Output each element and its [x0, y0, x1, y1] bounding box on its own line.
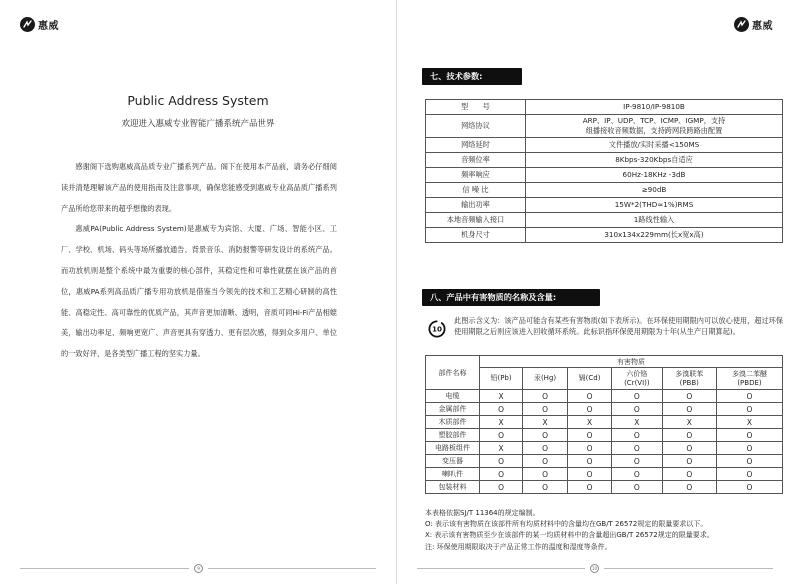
part-name: 电缆	[426, 390, 480, 403]
table-row	[426, 403, 783, 416]
footnote: 本表格依据SJ/T 11364的规定编制。	[425, 509, 540, 517]
substance-mark: O	[523, 468, 568, 481]
substance-mark: O	[612, 390, 662, 403]
substance-mark: O	[612, 442, 662, 455]
substance-header: 多溴联苯 (PBB)	[662, 368, 716, 390]
spec-label: 输出功率	[426, 198, 526, 213]
substance-mark: O	[567, 403, 611, 416]
substance-mark: X	[523, 416, 568, 429]
spec-label: 机身尺寸	[426, 228, 526, 243]
spec-row	[426, 213, 783, 228]
left-page	[0, 0, 396, 584]
spec-label: 型 号	[426, 100, 526, 115]
page-number: 10	[591, 566, 598, 571]
table-row	[426, 390, 783, 403]
substance-mark: X	[480, 442, 523, 455]
part-name: 木质部件	[426, 416, 480, 429]
substance-header: 六价铬 (Cr(VI))	[612, 368, 662, 390]
substance-header: 多溴二苯醚 (PBDE)	[716, 368, 782, 390]
spec-label: 频率响应	[426, 168, 526, 183]
substance-mark: O	[612, 403, 662, 416]
substance-mark: O	[523, 455, 568, 468]
spec-table	[425, 99, 783, 243]
footer-rule	[417, 568, 585, 569]
page-title: Public Address System	[127, 93, 269, 108]
intro-paragraph: 感谢阁下选购惠威高品质专业广播系列产品。阁下在使用本产品前，请务必仔细阅读并清楚理解该产品的使用指南及注意事项，确保您能感受到惠威专业高品质广播系列产品所给您带来的超乎想像的表现。	[61, 162, 337, 213]
substance-mark: O	[480, 403, 523, 416]
part-name: 塑胶部件	[426, 429, 480, 442]
intro-paragraph: 惠威PA(Public Address System)是惠威专为宾馆、大厦、广场、智能小区、工厂、学校、机场、码头等场所播放通告、背景音乐、消防报警等研发设计的系统产品。而功放机则是整个系统中最为重要的核心部件，其稳定性和可靠性就摆在该产品的首位，惠威PA系列高品质广播专用功放机是借鉴当今领先的技术和工艺精心研制的高性能、高稳定性、高可靠性的优质产品，其声音更加清晰、透明，音质可同Hi-Fi产品相媲美，输出功率足、频响更宽广、声音更具有穿透力、更有层次感，得到众多用户、单位的一致好评，是各类型广播工程的坚实力量。	[61, 224, 337, 359]
substance-header: 汞(Hg)	[523, 368, 568, 390]
substance-mark: O	[716, 403, 782, 416]
part-name: 金属部件	[426, 403, 480, 416]
page-number: 9	[194, 564, 203, 573]
substance-header: 铅(Pb)	[480, 368, 523, 390]
footer-rule	[208, 568, 376, 569]
substance-mark: O	[662, 403, 716, 416]
spec-value: 310x134x229mm(长x宽x高)	[526, 228, 783, 243]
substance-mark: O	[662, 481, 716, 494]
substance-mark: O	[567, 442, 611, 455]
substance-mark: O	[612, 455, 662, 468]
substance-mark: O	[662, 390, 716, 403]
substance-mark: X	[567, 416, 611, 429]
part-name: 电路板组件	[426, 442, 480, 455]
spec-row	[426, 183, 783, 198]
section-title-specs: 七、技术参数:	[422, 68, 522, 85]
substance-mark: O	[523, 403, 568, 416]
substance-mark: X	[716, 416, 782, 429]
rohs-note: 此图示含义为：该产品可能含有某些有害物质(如下表所示)。在环保使用期限内可以放心使用，超过环保使用期限之后则应该进入回收循环系统。此标识指环保使用期限为十年(从生产日期算起)。	[454, 316, 784, 337]
substance-mark: X	[662, 416, 716, 429]
hivi-logo-icon	[20, 17, 35, 32]
substance-mark: O	[612, 468, 662, 481]
spec-value: ≥90dB	[526, 183, 783, 198]
part-name: 喇叭件	[426, 468, 480, 481]
rohs-10-year-icon	[428, 320, 446, 338]
brand-name: 惠威	[38, 21, 59, 32]
spec-label: 本地音频输入接口	[426, 213, 526, 228]
spec-value: 文件播放/实时采播<150MS	[526, 138, 783, 153]
substance-mark: O	[612, 481, 662, 494]
brand-name: 惠威	[752, 21, 773, 32]
table-footnotes	[425, 508, 793, 553]
spec-value: ARP、IP、UDP、TCP、ICMP、IGMP，支持 组播接收音频数据，支持跨网段跨路由配置	[526, 115, 783, 138]
table-row	[426, 455, 783, 468]
substance-mark: O	[716, 390, 782, 403]
spec-row	[426, 198, 783, 213]
substance-mark: O	[480, 468, 523, 481]
substance-group-header: 有害物质	[480, 356, 783, 368]
spec-row	[426, 228, 783, 243]
brand-logo	[734, 17, 773, 32]
substance-mark: O	[480, 481, 523, 494]
substance-mark: O	[716, 455, 782, 468]
section-title-hazardous: 八、产品中有害物质的名称及含量:	[422, 289, 600, 306]
substance-mark: O	[662, 442, 716, 455]
substance-mark: O	[523, 390, 568, 403]
footnote: 注: 环保使用期限取决于产品正常工作的温度和湿度等条件。	[425, 542, 612, 551]
rohs-icon-label: 10	[431, 324, 443, 334]
brand-logo	[20, 17, 59, 32]
substance-mark: X	[612, 416, 662, 429]
page-subtitle: 欢迎进入惠威专业智能广播系统产品世界	[121, 119, 275, 129]
table-row	[426, 442, 783, 455]
substance-mark: O	[567, 429, 611, 442]
right-page	[397, 0, 793, 584]
substance-mark: O	[716, 429, 782, 442]
substance-mark: O	[662, 429, 716, 442]
substance-mark: O	[567, 468, 611, 481]
part-name: 包装材料	[426, 481, 480, 494]
substance-mark: O	[716, 481, 782, 494]
spec-label: 网络延时	[426, 138, 526, 153]
substance-mark: O	[523, 481, 568, 494]
table-row	[426, 416, 783, 429]
hivi-logo-icon	[734, 17, 749, 32]
intro-text	[61, 157, 337, 365]
spec-row	[426, 115, 783, 138]
hazardous-substance-table	[425, 355, 783, 494]
spec-row	[426, 100, 783, 115]
part-column-header: 部件名称	[426, 356, 480, 390]
substance-mark: O	[523, 442, 568, 455]
spec-label: 网络协议	[426, 115, 526, 138]
table-row	[426, 468, 783, 481]
spec-value: 1路线性输入	[526, 213, 783, 228]
spec-value: 8Kbps-320Kbps自适应	[526, 153, 783, 168]
footnote: O: 表示该有害物质在该部件所有均质材料中的含量均在GB/T 26572规定的限量要求以下。	[425, 520, 708, 529]
substance-mark: X	[480, 416, 523, 429]
footer-rule	[20, 568, 189, 569]
substance-mark: O	[567, 390, 611, 403]
substance-mark: O	[612, 429, 662, 442]
substance-mark: O	[567, 481, 611, 494]
spec-value: 60Hz-18KHz -3dB	[526, 168, 783, 183]
table-row	[426, 481, 783, 494]
substance-mark: O	[716, 468, 782, 481]
substance-mark: O	[567, 455, 611, 468]
substance-mark: O	[662, 468, 716, 481]
footer-rule	[604, 568, 773, 569]
footnote: X: 表示该有害物质至少在该部件的某一均质材料中的含量超出GB/T 26572规定的限量要求。	[425, 531, 714, 540]
spec-label: 信 噪 比	[426, 183, 526, 198]
part-name: 变压器	[426, 455, 480, 468]
spec-row	[426, 138, 783, 153]
substance-mark: O	[523, 429, 568, 442]
spec-label: 音频位率	[426, 153, 526, 168]
substance-mark: O	[716, 442, 782, 455]
substance-mark: O	[480, 455, 523, 468]
substance-mark: X	[480, 390, 523, 403]
substance-mark: O	[480, 429, 523, 442]
table-row	[426, 429, 783, 442]
spec-value: IP-9810/IP-9810B	[526, 100, 783, 115]
spec-value: 15W*2(THD≈1%)RMS	[526, 198, 783, 213]
substance-mark: O	[662, 455, 716, 468]
spec-row	[426, 168, 783, 183]
substance-header: 镉(Cd)	[567, 368, 611, 390]
spec-row	[426, 153, 783, 168]
